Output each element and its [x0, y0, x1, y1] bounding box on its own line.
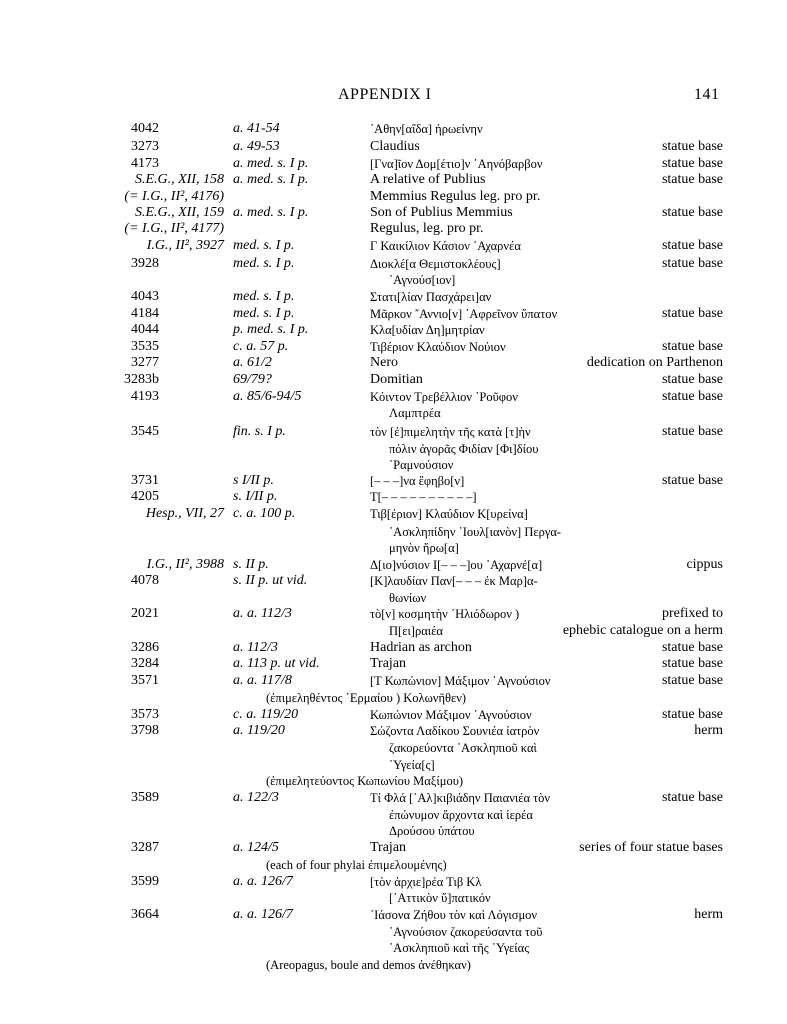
date-cell: s. I/II p. — [233, 489, 278, 504]
description-cell: πόλιν ἀγορᾶς Φιδίαν [Φι]δίου — [389, 442, 539, 456]
inscription-number: 3283b — [124, 372, 159, 387]
source-citation: Hesp., VII, 27 — [145, 506, 224, 521]
description-cell: Σώζοντα Λαδίκου Σουνιέα ἰατρὸν — [370, 724, 540, 738]
description-cell: ζακορεύοντα ᾿Ασκληπιοῦ καὶ — [389, 741, 537, 755]
inscription-number: 3599 — [131, 874, 159, 889]
monument-type: cippus — [686, 557, 723, 572]
description-cell: Λαμπτρέα — [389, 406, 441, 420]
date-cell: s. II p. ut vid. — [233, 573, 308, 588]
monument-type: statue base — [661, 372, 723, 387]
description-cell: Δρούσου ὑπάτου — [389, 824, 475, 838]
description-cell: A relative of Publius — [370, 172, 486, 187]
monument-type: herm — [694, 907, 723, 922]
monument-type: statue base — [661, 339, 723, 354]
inscription-number: 3287 — [131, 840, 159, 855]
inscription-number: 3664 — [131, 907, 159, 922]
description-cell: Γ Καικίλιον Κάσιον ᾿Αχαρνέα — [370, 239, 521, 253]
source-citation: I.G., II², 3988 — [146, 557, 224, 572]
date-cell: s. II p. — [233, 557, 269, 572]
description-cell: [Κ]λαυδίαν Παν[– – – ἐκ Μαρ]α- — [370, 574, 538, 588]
date-cell: c. a. 100 p. — [233, 506, 296, 521]
monument-type: statue base — [661, 238, 723, 253]
date-cell: med. s. I p. — [233, 306, 295, 321]
monument-type: statue base — [661, 656, 723, 671]
date-cell: c. a. 57 p. — [233, 339, 289, 354]
monument-type: statue base — [661, 256, 723, 271]
description-cell: Hadrian as archon — [370, 640, 472, 655]
note-line: (Areopagus, boule and demos ἀνέθηκαν) — [266, 958, 471, 972]
description-cell: ᾿Αγνούσιον ζακορεύσαντα τοῦ — [389, 925, 543, 939]
date-cell: a. 85/6-94/5 — [233, 389, 302, 404]
monument-type: prefixed to — [661, 606, 723, 621]
date-cell: 69/79? — [233, 372, 272, 387]
source-citation: (= I.G., II², 4176) — [124, 189, 224, 204]
date-cell: a. 119/20 — [233, 723, 285, 738]
inscription-number: 4205 — [131, 489, 159, 504]
description-cell: Τί Φλά [᾿Αλ]κιβιάδην Παιανιέα τὸν — [370, 791, 551, 805]
description-cell: Domitian — [370, 372, 423, 387]
date-cell: a. 49-53 — [233, 139, 280, 154]
description-cell: Trajan — [370, 840, 407, 855]
date-cell: a. med. s. I p. — [233, 205, 309, 220]
monument-type: statue base — [661, 473, 723, 488]
inscription-number: 3731 — [131, 473, 159, 488]
page-number: 141 — [694, 86, 720, 103]
inscription-number: 3535 — [131, 339, 159, 354]
description-cell: Nero — [370, 355, 398, 370]
description-cell: Κωπώνιον Μάξιμον ῾Αγνούσιον — [370, 708, 532, 722]
description-cell: [᾿Αττικὸν ὕ]πατικόν — [389, 891, 491, 905]
inscription-number: 3545 — [131, 424, 159, 439]
description-cell: ᾿Αθην[αΐδα] ἡρωείνην — [370, 122, 483, 136]
monument-type: statue base — [661, 640, 723, 655]
description-cell: ἐπώνυμον ἄρχοντα καὶ ἱερέα — [389, 808, 533, 822]
monument-type: statue base — [661, 424, 723, 439]
inscription-number: 3286 — [131, 640, 159, 655]
inscription-number: 4044 — [131, 322, 159, 337]
description-cell: ᾿Ιάσονα Ζήθου τὸν καὶ Λόγισμον — [370, 908, 538, 922]
date-cell: a. 124/5 — [233, 840, 279, 855]
description-cell: Son of Publius Memmius — [370, 205, 513, 220]
description-cell: Μᾶρκον ῎Αννιο[ν] ᾿Αφρεῖνον ὕπατον — [370, 307, 558, 321]
monument-type: statue base — [661, 389, 723, 404]
inscription-number: 3277 — [131, 355, 159, 370]
date-cell: a. 122/3 — [233, 790, 279, 805]
description-cell: Κόιντον Τρεβέλλιον ῾Ροῦφον — [370, 390, 518, 404]
description-cell: Τιβ[έριον] Κλαύδιον Κ[υρείνα] — [370, 507, 528, 521]
inscription-number: 4043 — [131, 289, 159, 304]
note-line: (ἐπιμεληθέντος ῾Ερμαίου ) Κολωνῆθεν) — [266, 691, 467, 705]
monument-type: dedication on Parthenon — [586, 355, 723, 370]
source-citation: S.E.G., XII, 159 — [134, 205, 224, 220]
monument-type: statue base — [661, 306, 723, 321]
inscription-number: 3573 — [131, 707, 159, 722]
description-cell: Claudius — [370, 139, 420, 154]
description-cell: ῾Υγεία[ς] — [389, 758, 435, 772]
source-citation: I.G., II², 3927 — [146, 238, 224, 253]
description-cell: Τιβέριον Κλαύδιον Νούιον — [370, 340, 506, 354]
description-cell: μηνὸν ἥρω[α] — [389, 541, 459, 555]
description-cell: [τὸν ἀρχιε]ρέα Τιβ Κλ — [370, 875, 482, 889]
monument-type: statue base — [661, 673, 723, 688]
description-cell: Π[ει]ραιέα — [389, 624, 443, 638]
date-cell: a. med. s. I p. — [233, 156, 309, 171]
description-cell: Memmius Regulus leg. pro pr. — [370, 189, 541, 204]
page-header-title: APPENDIX I — [338, 86, 432, 103]
inscription-number: 3798 — [131, 723, 159, 738]
monument-type: statue base — [661, 205, 723, 220]
monument-type: statue base — [661, 172, 723, 187]
description-cell: Trajan — [370, 656, 407, 671]
description-cell: θωνίων — [389, 591, 427, 605]
description-cell: Τ[– – – – – – – – – –] — [370, 490, 477, 504]
monument-type: ephebic catalogue on a herm — [562, 623, 723, 638]
description-cell: ῾Ραμνούσιον — [389, 458, 454, 472]
date-cell: med. s. I p. — [233, 256, 295, 271]
date-cell: a. a. 126/7 — [233, 907, 293, 922]
monument-type: statue base — [661, 156, 723, 171]
source-citation: (= I.G., II², 4177) — [124, 221, 224, 236]
inscription-number: 3589 — [131, 790, 159, 805]
date-cell: a. 41-54 — [233, 121, 280, 136]
inscription-number: 4193 — [131, 389, 159, 404]
note-line: (ἐπιμελητεύοντος Κωπωνίου Μαξίμου) — [266, 774, 464, 788]
monument-type: statue base — [661, 707, 723, 722]
description-cell: Διοκλέ[α Θεμιστοκλέους] — [370, 257, 501, 271]
inscription-number: 3284 — [131, 656, 159, 671]
monument-type: statue base — [661, 790, 723, 805]
description-cell: ᾿Ασκληπιοῦ καὶ τῆς ῾Υγείας — [389, 941, 530, 955]
source-citation: S.E.G., XII, 158 — [134, 172, 224, 187]
date-cell: a. a. 126/7 — [233, 874, 293, 889]
description-cell: [– – –]να ἔφηβο[ν] — [370, 474, 465, 488]
date-cell: a. a. 112/3 — [233, 606, 292, 621]
description-cell: τὸν [ἐ]πιμελητὴν τῆς κατὰ [τ]ὴν — [370, 425, 531, 439]
inscription-number: 2021 — [131, 606, 159, 621]
inscription-number: 4184 — [131, 306, 159, 321]
description-cell: ῾Αγνούσ[ιον] — [389, 273, 456, 287]
description-cell: Δ[ιο]νύσιον Ι[– – –]ου ᾿Αχαρνέ[α] — [370, 558, 543, 572]
date-cell: a. 61/2 — [233, 355, 272, 370]
note-line: (each of four phylai ἐπιμελουμένης) — [266, 858, 447, 872]
description-cell: ᾿Ασκληπίδην ᾿Ιουλ[ιανὸν] Περγα- — [389, 525, 562, 539]
date-cell: a. a. 117/8 — [233, 673, 292, 688]
description-cell: Regulus, leg. pro pr. — [370, 221, 484, 236]
inscription-number: 3571 — [131, 673, 159, 688]
date-cell: a. med. s. I p. — [233, 172, 309, 187]
description-cell: Στατι[λίαν Πασχάρει]αν — [370, 290, 492, 304]
date-cell: c. a. 119/20 — [233, 707, 299, 722]
description-cell: [Τ Κωπώνιον] Μάξιμον ῾Αγνούσιον — [370, 674, 551, 688]
date-cell: p. med. s. I p. — [233, 322, 309, 337]
inscription-number: 3273 — [131, 139, 159, 154]
monument-type: statue base — [661, 139, 723, 154]
date-cell: a. 112/3 — [233, 640, 278, 655]
description-cell: [Γνα]ῖον Δομ[έτιο]ν ᾿Αηνόβαρβον — [370, 157, 543, 171]
date-cell: s I/II p. — [233, 473, 274, 488]
inscription-number: 3928 — [131, 256, 159, 271]
inscription-number: 4173 — [131, 156, 159, 171]
date-cell: med. s. I p. — [233, 289, 295, 304]
inscription-number: 4078 — [131, 573, 159, 588]
inscription-number: 4042 — [131, 121, 159, 136]
description-cell: τὸ[ν] κοσμητὴν ῾Ηλιόδωρον ) — [370, 607, 520, 621]
description-cell: Κλα[υδίαν Δη]μητρίαν — [370, 323, 485, 337]
monument-type: herm — [694, 723, 723, 738]
monument-type: series of four statue bases — [579, 840, 723, 855]
date-cell: med. s. I p. — [233, 238, 295, 253]
date-cell: a. 113 p. ut vid. — [233, 656, 320, 671]
date-cell: fin. s. I p. — [233, 424, 286, 439]
